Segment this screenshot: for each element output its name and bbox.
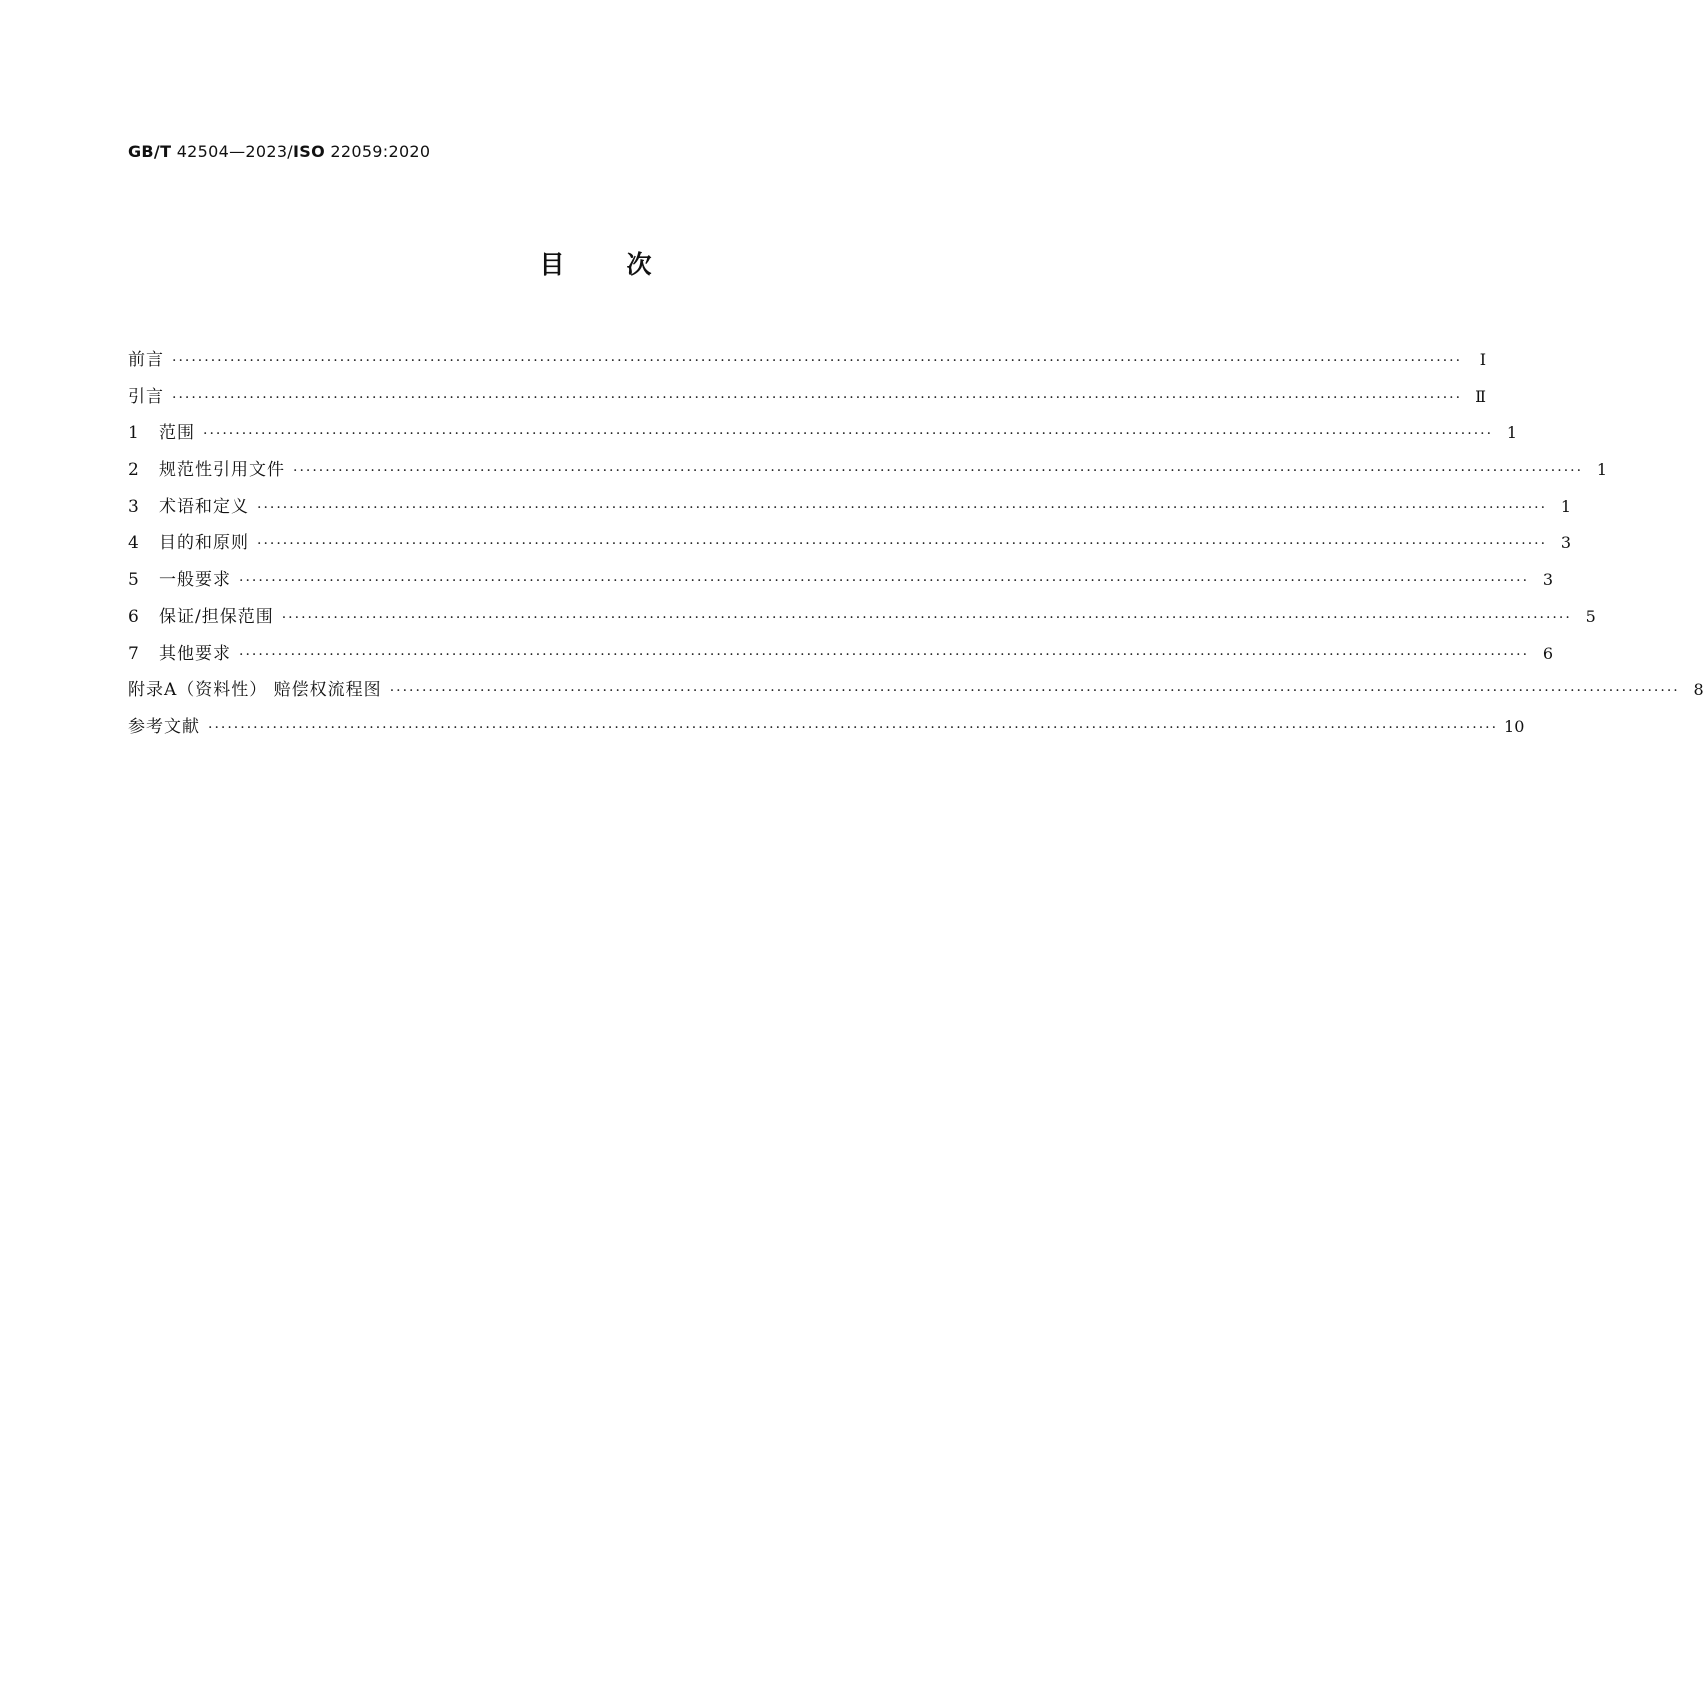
toc-entry[interactable] — [128, 382, 1487, 419]
toc-dot-leader: ········································································································································································································ — [239, 573, 1530, 590]
toc-entry-label: 目的和原则 — [159, 533, 249, 554]
iso-number: 22059:2020 — [330, 142, 431, 161]
toc-dot-leader: ········································································································································································································ — [281, 609, 1572, 626]
toc-entry-label: 附录A（资料性） 赔偿权流程图 — [128, 680, 382, 701]
toc-entry[interactable] — [128, 345, 1487, 382]
toc-entry[interactable] — [128, 455, 1608, 492]
toc-dot-leader: ········································································································································································································ — [239, 646, 1530, 663]
toc-dot-leader: ········································································································································································································ — [172, 353, 1463, 369]
toc-entry[interactable] — [128, 565, 1554, 602]
standard-code: GB/T — [128, 142, 172, 161]
toc-entry-page: 10 — [1504, 716, 1525, 736]
toc-entry[interactable] — [128, 639, 1554, 676]
toc-entry[interactable] — [128, 675, 1704, 712]
toc-dot-leader: ········································································································································································································ — [172, 389, 1463, 406]
standard-number: 42504—2023/ — [176, 142, 293, 161]
toc-entry-page: Ⅰ — [1479, 350, 1487, 369]
toc-entry-number: 7 — [128, 643, 139, 664]
toc-entry-number: 6 — [128, 606, 139, 627]
toc-dot-leader: ········································································································································································································ — [293, 463, 1584, 480]
toc-dot-leader: ········································································································································································································ — [389, 683, 1680, 700]
toc-entry-number: 4 — [128, 533, 139, 554]
toc-entry-page: 6 — [1542, 643, 1554, 663]
toc-entry[interactable] — [128, 418, 1518, 455]
toc-entry-page: 3 — [1542, 570, 1554, 590]
toc-entry-label: 前言 — [128, 350, 164, 370]
toc-dot-leader: ········································································································································································································ — [257, 536, 1548, 553]
toc-dot-leader: ········································································································································································································ — [203, 426, 1494, 443]
toc-entry-page: 5 — [1585, 606, 1596, 626]
toc-entry-label: 规范性引用文件 — [159, 460, 285, 481]
toc-entry-label: 其他要求 — [159, 643, 231, 664]
toc-entry-number: 1 — [128, 423, 139, 444]
toc-entry[interactable] — [128, 602, 1596, 639]
toc-entry-label: 范围 — [159, 423, 195, 444]
toc-entry-number: 3 — [128, 496, 139, 517]
toc-dot-leader: ········································································································································································································ — [257, 499, 1548, 516]
toc-entry-label: 术语和定义 — [159, 496, 249, 517]
toc-entry-page: 1 — [1506, 423, 1518, 443]
toc-entry[interactable] — [128, 492, 1572, 529]
toc-entry-number: 5 — [128, 570, 139, 591]
page-title: 目次 — [539, 250, 714, 279]
toc-entry-label: 参考文献 — [128, 716, 200, 737]
toc-entry-page: Ⅱ — [1475, 386, 1487, 406]
iso-prefix: ISO — [293, 142, 325, 161]
toc-entry-page: 1 — [1596, 460, 1608, 480]
toc-entry-label: 引言 — [128, 386, 164, 407]
toc-entry[interactable] — [128, 712, 1525, 749]
table-of-contents — [128, 345, 1704, 749]
toc-entry-page: 8 — [1693, 680, 1704, 700]
toc-entry-page: 3 — [1560, 533, 1572, 553]
toc-entry[interactable] — [128, 528, 1572, 565]
document-code — [128, 142, 430, 161]
toc-entry-number: 2 — [128, 460, 139, 481]
toc-entry-label: 保证/担保范围 — [159, 606, 274, 627]
toc-entry-label: 一般要求 — [159, 570, 231, 591]
toc-dot-leader: ········································································································································································································ — [208, 719, 1499, 736]
toc-entry-page: 1 — [1560, 496, 1572, 516]
